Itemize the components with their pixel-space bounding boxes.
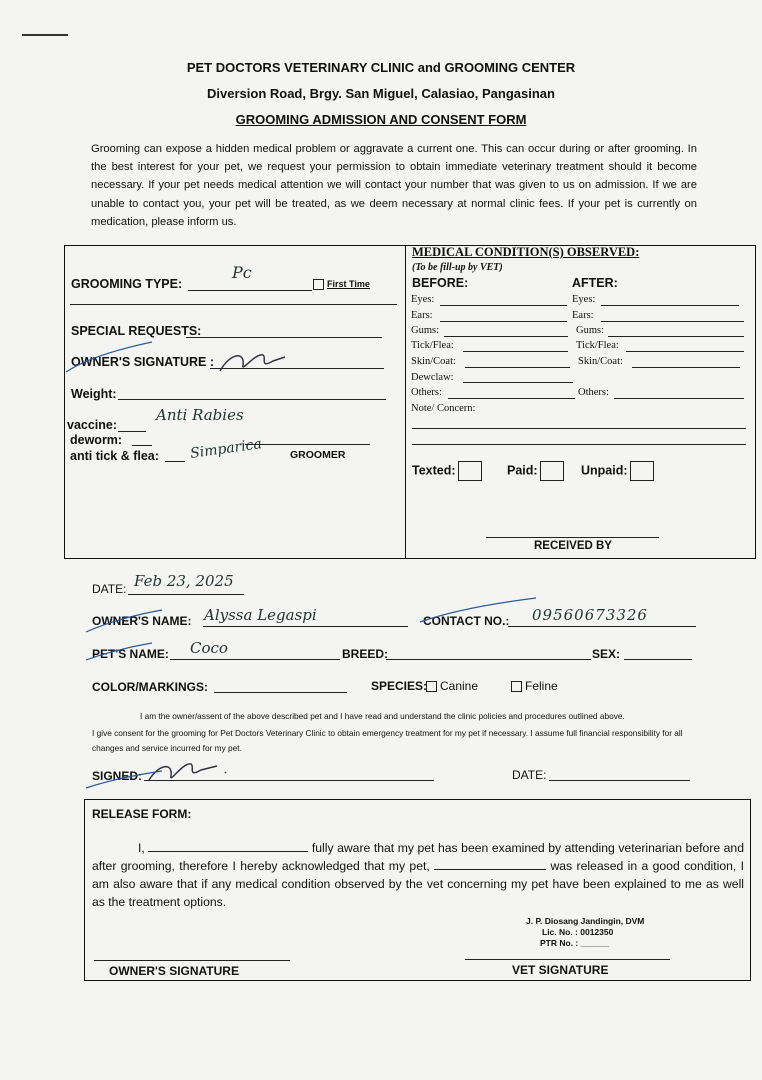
after-skin-field[interactable] — [632, 367, 740, 368]
before-skin: Skin/Coat: — [411, 356, 456, 367]
before-others-field[interactable] — [448, 398, 575, 399]
before-others: Others: — [411, 387, 442, 398]
after-tick: Tick/Flea: — [576, 340, 619, 351]
special-requests-field[interactable] — [186, 337, 382, 338]
contact-tick — [418, 596, 538, 626]
owner-name-tick — [84, 606, 164, 636]
vaccine-field[interactable] — [118, 431, 146, 432]
vet-stamp — [526, 916, 644, 949]
paid-checkbox[interactable] — [507, 461, 564, 481]
breed-label: BREED: — [342, 647, 389, 661]
pet-name-tick — [84, 640, 154, 664]
after-others-field[interactable] — [614, 398, 744, 399]
date-field[interactable] — [128, 594, 244, 595]
release-name-blank[interactable] — [148, 851, 308, 852]
clinic-name: PET DOCTORS VETERINARY CLINIC and GROOMING CENTER — [186, 60, 576, 75]
first-time-label: First Time — [327, 279, 370, 289]
feline-checkbox-icon — [511, 681, 522, 692]
vaccine-label: vaccine: — [67, 418, 118, 432]
vet-signature-line[interactable] — [465, 959, 670, 960]
anti-tick-field[interactable] — [165, 461, 185, 462]
contact-value: 09560673326 — [532, 606, 648, 624]
grooming-type-value: Pc — [232, 263, 252, 282]
unpaid-box — [630, 461, 654, 481]
owners-signature-label: OWNER'S SIGNATURE : — [71, 355, 215, 369]
anti-tick-label: anti tick & flea: — [70, 449, 159, 463]
grooming-extra-line — [70, 304, 397, 305]
before-tick: Tick/Flea: — [411, 340, 454, 351]
contact-field[interactable] — [508, 626, 696, 627]
before-eyes-field[interactable] — [440, 305, 567, 306]
special-requests-label: SPECIAL REQUESTS: — [71, 324, 202, 338]
note-line-2[interactable] — [412, 444, 746, 445]
vet-stamp-name: J. P. Diosang Jandingin, DVM — [526, 916, 645, 926]
release-text-b: fully aware that my pet has been examined by attending veterinarian before and after grooming, therefore I hereby acknowledged that my pet, — [92, 841, 744, 873]
vet-stamp-lic: Lic. No. : 0012350 — [542, 927, 614, 937]
vet-signature-label: VET SIGNATURE — [512, 963, 609, 977]
signed-label: SIGNED: — [92, 769, 143, 783]
canine-option[interactable] — [426, 679, 478, 693]
pet-name-value: Coco — [190, 639, 228, 657]
consent-date-field[interactable] — [549, 780, 690, 781]
consent-date-label: DATE: — [512, 768, 547, 782]
sex-label: SEX: — [592, 647, 621, 661]
date-label: DATE: — [92, 582, 127, 596]
pet-name-field[interactable] — [170, 659, 340, 660]
checkbox-icon — [313, 279, 324, 290]
clinic-address: Diversion Road, Brgy. San Miguel, Calasiao, Pangasinan — [207, 86, 555, 101]
before-eyes: Eyes: — [411, 294, 435, 305]
after-gums: Gums: — [576, 325, 605, 336]
vaccine-value: Anti Rabies — [156, 406, 244, 424]
anti-tick-value: Simparica — [189, 436, 263, 462]
color-field[interactable] — [214, 692, 347, 693]
breed-field[interactable] — [386, 659, 591, 660]
admission-box — [64, 245, 756, 559]
feline-label: Feline — [525, 679, 558, 693]
after-others: Others: — [578, 387, 609, 398]
owner-signature-mark — [215, 343, 295, 379]
vet-stamp-ptr: PTR No. : ______ — [540, 938, 609, 948]
before-gums: Gums: — [411, 325, 440, 336]
after-label: AFTER: — [572, 276, 618, 290]
after-skin: Skin/Coat: — [578, 356, 623, 367]
note-label: Note/ Concern: — [411, 403, 476, 414]
owner-name-label: OWNER'S NAME: — [92, 614, 192, 628]
after-ears: Ears: — [572, 310, 594, 321]
medical-subtitle: (To be fill-up by VET) — [412, 262, 503, 273]
date-value: Feb 23, 2025 — [134, 572, 234, 590]
before-skin-field[interactable] — [465, 367, 570, 368]
release-paragraph — [92, 839, 744, 911]
deworm-field[interactable] — [132, 445, 152, 446]
signed-tick — [84, 768, 164, 792]
after-tick-field[interactable] — [626, 351, 744, 352]
after-eyes: Eyes: — [572, 294, 596, 305]
paid-box — [540, 461, 564, 481]
after-eyes-field[interactable] — [601, 305, 739, 306]
texted-label: Texted: — [412, 463, 456, 478]
intro-paragraph: Grooming can expose a hidden medical problem or aggravate a current one. This can occur during or after grooming. In the best interest for your pet, we request your permission to obtain immediate veterinary treatment should it become necessary. If your pet needs medical attention we will contact your number that was given to us on admission. If we are unable to contact you, your pet will be treated, as we deem necessary at normal clinic fees. If your pet is currently on medication, please inform us. — [91, 143, 697, 228]
medical-title: MEDICAL CONDITION(S) OBSERVED: — [412, 245, 640, 259]
before-label: BEFORE: — [412, 276, 469, 290]
unpaid-label: Unpaid: — [581, 463, 628, 478]
unpaid-checkbox[interactable] — [581, 461, 654, 481]
received-by-field[interactable] — [486, 537, 659, 538]
grooming-type-label: GROOMING TYPE: — [71, 277, 183, 291]
owner-name-field[interactable] — [203, 626, 408, 627]
feline-option[interactable] — [511, 679, 558, 693]
consent-line-1: I am the owner/assent of the above described pet and I have read and understand the clinic policies and procedures outlined above. — [140, 711, 625, 721]
weight-label: Weight: — [71, 387, 117, 401]
after-ears-field[interactable] — [601, 321, 744, 322]
owner-signature-line[interactable] — [94, 960, 290, 961]
before-ears: Ears: — [411, 310, 433, 321]
canine-label: Canine — [440, 679, 479, 693]
sex-field[interactable] — [624, 659, 692, 660]
species-label: SPECIES: — [371, 679, 428, 693]
groomer-label: GROOMER — [290, 449, 346, 461]
contact-label: CONTACT NO.: — [423, 614, 510, 628]
after-gums-field[interactable] — [608, 336, 744, 337]
owner-signature-label: OWNER'S SIGNATURE — [109, 964, 239, 978]
column-divider — [405, 245, 406, 558]
owner-name-value: Alyssa Legaspi — [204, 606, 317, 624]
before-gums-field[interactable] — [444, 336, 568, 337]
form-title: GROOMING ADMISSION AND CONSENT FORM — [235, 112, 527, 127]
corner-mark — [22, 34, 68, 36]
grooming-type-field[interactable] — [188, 290, 312, 291]
check-tick-mark — [64, 338, 154, 378]
release-text-c: was released in a good condition, I am also aware that if any medical condition observed by the vet concerning my pet have been explained to me as well as the treatment options. — [92, 859, 745, 909]
deworm-label: deworm: — [70, 433, 123, 447]
weight-field[interactable] — [118, 399, 386, 400]
release-pet-blank[interactable] — [434, 869, 546, 870]
note-line-1[interactable] — [412, 428, 746, 429]
groomer-field[interactable] — [245, 444, 370, 445]
texted-checkbox[interactable] — [412, 461, 482, 481]
pet-name-label: PET'S NAME: — [92, 647, 169, 661]
texted-box — [458, 461, 482, 481]
first-time-checkbox[interactable] — [313, 279, 370, 290]
before-dewclaw: Dewclaw: — [411, 372, 454, 383]
consent-line-2: I give consent for the grooming for Pet Doctors Veterinary Clinic to obtain emergency treatment for my pet if necessary. I assume full financial responsibility for all changes and service incurred for my pet. — [92, 728, 683, 753]
before-tick-field[interactable] — [463, 351, 568, 352]
release-title: RELEASE FORM: — [92, 807, 192, 821]
paid-label: Paid: — [507, 463, 538, 478]
before-ears-field[interactable] — [440, 321, 567, 322]
color-label: COLOR/MARKINGS: — [92, 680, 208, 694]
received-by-label: RECEIVED BY — [534, 540, 612, 552]
before-dewclaw-field[interactable] — [463, 382, 573, 383]
canine-checkbox-icon — [426, 681, 437, 692]
release-text-a: I, — [138, 841, 149, 855]
